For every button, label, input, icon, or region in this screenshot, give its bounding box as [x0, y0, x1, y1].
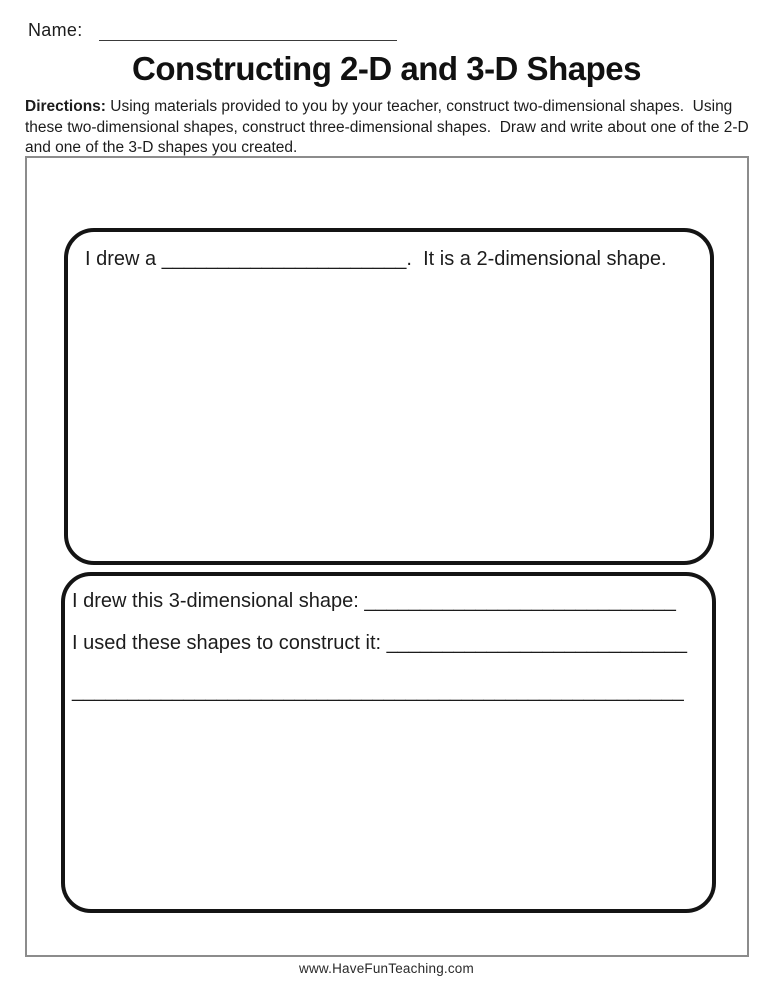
directions-paragraph: [25, 97, 754, 159]
3d-shape-prompt-line3: [72, 670, 704, 712]
name-blank-line[interactable]: [99, 22, 397, 41]
3d-line1-label: I drew this 3-dimensional shape:: [72, 590, 365, 612]
2d-shape-drawing-box[interactable]: [64, 228, 714, 565]
directions-text: Using materials provided to you by your teacher, construct two-dimensional shapes. Using these two-dimensional shapes, construct three-dimensional shapes. Draw and write about one of the 2-D and one of the 3-D shapes you created.: [25, 98, 754, 156]
3d-shape-prompt-line1: [72, 580, 704, 622]
3d-shape-drawing-box[interactable]: [61, 572, 716, 913]
2d-shape-name-blank[interactable]: ______________________: [161, 248, 407, 270]
2d-shape-prompt: [85, 244, 696, 274]
3d-shapes-used-blank[interactable]: ___________________________: [386, 632, 687, 654]
worksheet-title: Constructing 2-D and 3-D Shapes: [132, 50, 641, 87]
3d-continuation-blank[interactable]: _______________________________________________________: [72, 680, 684, 702]
3d-shape-name-blank[interactable]: ____________________________: [364, 590, 676, 612]
3d-shape-prompt-line2: [72, 622, 704, 664]
3d-line2-label: I used these shapes to construct it:: [72, 632, 387, 654]
2d-prompt-prefix: I drew a: [85, 248, 162, 270]
2d-prompt-suffix: . It is a 2-dimensional shape.: [406, 248, 667, 270]
directions-label: Directions:: [25, 98, 106, 115]
name-label: Name:: [28, 20, 83, 40]
footer-url: www.HaveFunTeaching.com: [299, 961, 474, 976]
name-row: [28, 20, 397, 41]
